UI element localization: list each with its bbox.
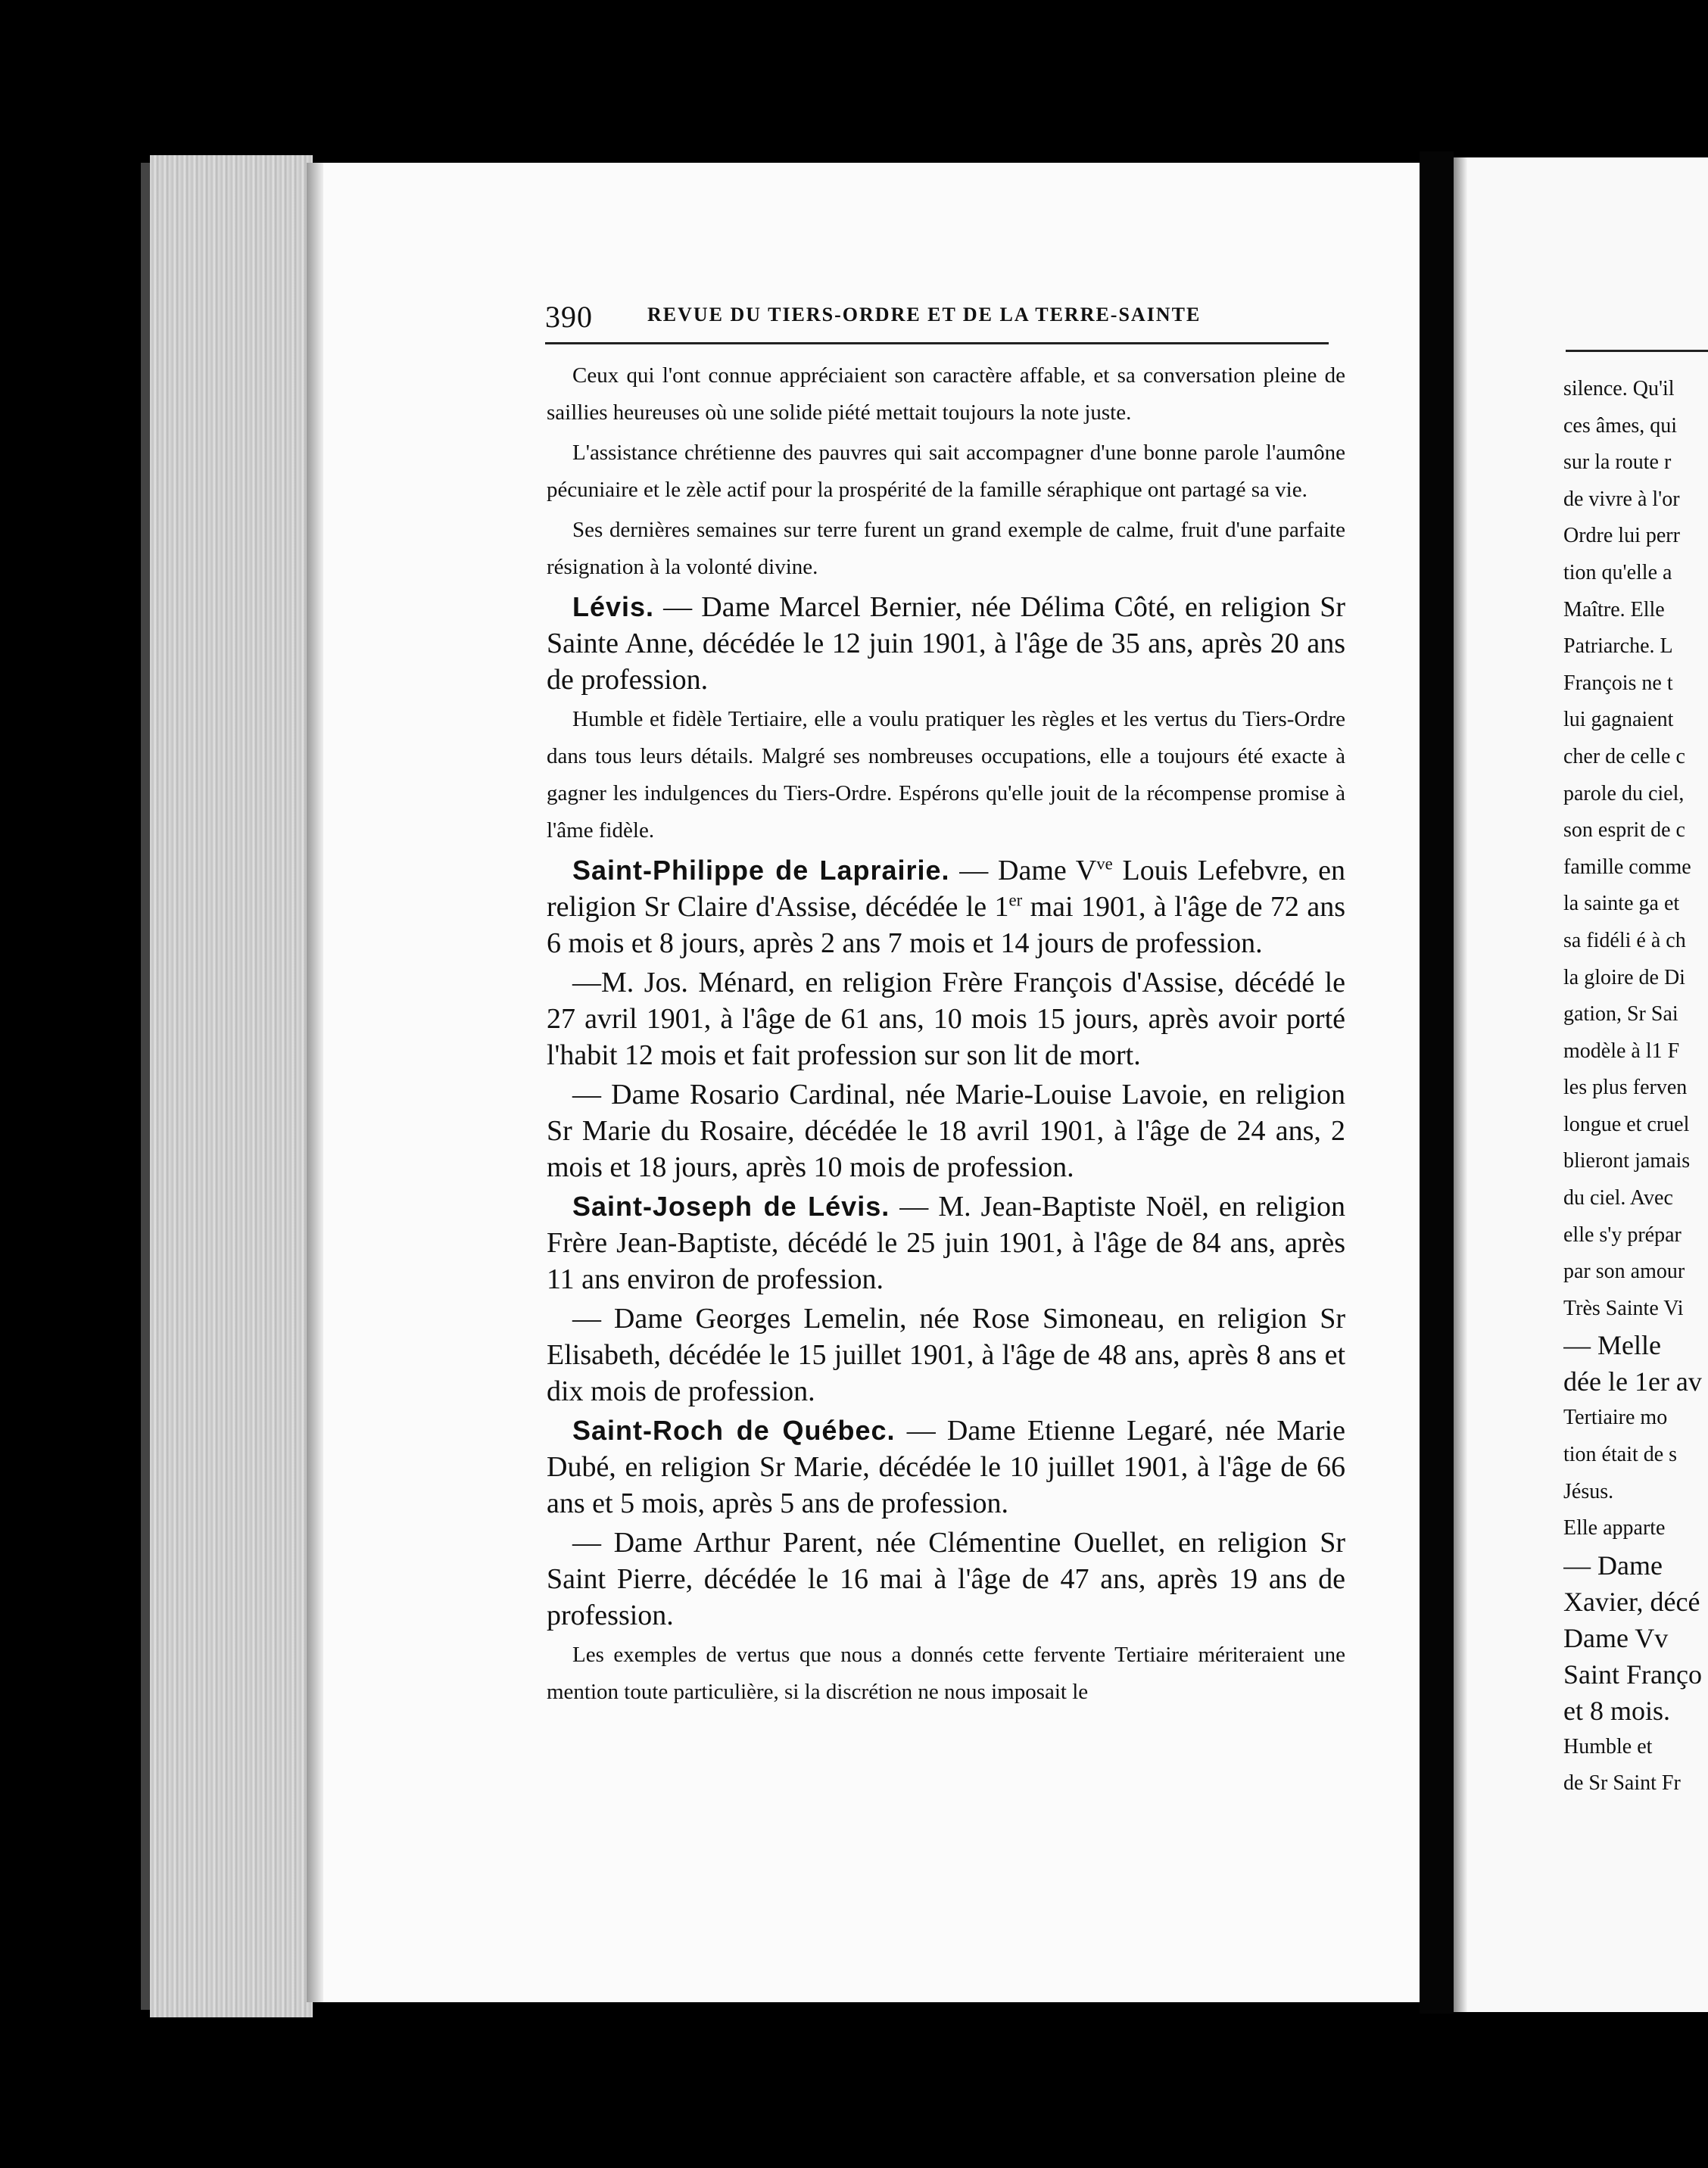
right-page-line: modèle à l1 F: [1563, 1039, 1680, 1063]
paragraph: [547, 1076, 1345, 1185]
paragraph: [547, 589, 1345, 698]
right-page-line: sur la route r: [1563, 450, 1672, 475]
header-rule: [545, 342, 1329, 344]
running-title: REVUE DU TIERS-ORDRE ET DE LA TERRE-SAINTE: [647, 304, 1202, 326]
page-number: 390: [545, 300, 593, 334]
paragraph: [547, 852, 1345, 961]
right-page-line: blieront jamais: [1563, 1149, 1691, 1173]
paragraph-text: — M. Jean-Baptiste Noël, en religion Frère Jean-Baptiste, décédé le 25 juin 1901, à l'âge de 84 ans, après 11 ans environ de profession.: [547, 1191, 1345, 1295]
right-page-line: silence. Qu'il: [1563, 377, 1675, 400]
right-page-line: tion qu'elle a: [1563, 560, 1672, 584]
right-page-line: Humble et: [1563, 1734, 1653, 1758]
paragraph: [547, 1413, 1345, 1522]
right-page-line: Patriarche. L: [1563, 634, 1673, 659]
right-page-line: Jésus.: [1563, 1479, 1614, 1503]
page-header: [545, 299, 1325, 344]
paragraph-text: Ceux qui l'ont connue appréciaient son caractère affable, et sa conversation pleine de saillies heureuses où une solide piété mettait toujours la note juste.: [547, 363, 1345, 425]
place-name: Lévis.: [572, 591, 655, 622]
paragraph: [547, 357, 1345, 431]
place-name: Saint-Joseph de Lévis.: [572, 1191, 890, 1222]
right-page-line: longue et cruel: [1563, 1112, 1690, 1136]
place-name: Saint-Philippe de Laprairie.: [572, 855, 950, 886]
place-name: Saint-Roch de Québec.: [572, 1415, 896, 1446]
right-page-line: Tertiaire mo: [1563, 1406, 1668, 1430]
right-page-line: Maître. Elle: [1563, 597, 1665, 621]
right-page-line: son esprit de c: [1563, 818, 1685, 843]
paragraph-text: L'assistance chrétienne des pauvres qui sait accompagner d'une bonne parole l'aumône pécuniaire et le zèle actif pour la prospérité de la famille séraphique ont partagé sa vie.: [547, 441, 1345, 502]
right-page-line: par son amour: [1563, 1260, 1685, 1284]
paragraph-text: mai 1901, à l'âge de 72 ans 6 mois et 8 jours, après 2 ans 7 mois et 14 jours de profession.: [547, 891, 1345, 959]
paragraph-text: Les exemples de vertus que nous a donnés cette fervente Tertiaire mériteraient une mention toute particulière, si la discrétion ne nous imposait le: [547, 1643, 1345, 1704]
right-page-line: ces âmes, qui: [1563, 413, 1678, 438]
right-page-shadow: [1454, 157, 1467, 2012]
right-page-line: sa fidéli é à ch: [1563, 928, 1686, 952]
right-page-line: du ciel. Avec: [1563, 1186, 1673, 1210]
paragraph: [547, 435, 1345, 509]
paragraph-text: —M. Jos. Ménard, en religion Frère François d'Assise, décédé le 27 avril 1901, à l'âge de 61 ans, 10 mois 15 jours, après avoir porté l'habit 12 mois et fait profession sur son lit de mort.: [547, 967, 1345, 1071]
right-page-line: de Sr Saint Fr: [1563, 1771, 1681, 1796]
left-page-body: [547, 357, 1345, 1711]
right-page-line: Elle apparte: [1563, 1516, 1666, 1540]
paragraph: [547, 1637, 1345, 1711]
paragraph-text: Humble et fidèle Tertiaire, elle a voulu pratiquer les règles et les vertus du Tiers-Ordre dans tous leurs détails. Malgré ses nombreuses occupations, elle a toujours été exacte à gagner les indulgences du Tiers-Ordre. Espérons qu'elle jouit de la récompense promise à l'âme fidèle.: [547, 707, 1345, 843]
right-page-line: dée le 1er av: [1563, 1366, 1702, 1397]
right-page-line: tion était de s: [1563, 1443, 1678, 1467]
paragraph-text: — Dame Rosario Cardinal, née Marie-Louise Lavoie, en religion Sr Marie du Rosaire, décédée le 18 avril 1901, à l'âge de 24 ans, 2 mois et 18 jours, après 10 mois de profession.: [547, 1079, 1345, 1183]
right-page-line: la gloire de Di: [1563, 965, 1685, 989]
right-page-line: Ordre lui perr: [1563, 524, 1680, 548]
paragraph: [547, 964, 1345, 1073]
paragraph-text: Louis Lefebvre, en religion Sr Claire d'Assise, décédée le 1: [547, 855, 1345, 923]
right-page-line: Très Sainte Vi: [1563, 1296, 1684, 1320]
right-page-line: Xavier, décé: [1563, 1586, 1700, 1617]
right-page-line: et 8 mois.: [1563, 1695, 1670, 1726]
right-page-line: elle s'y prépar: [1563, 1223, 1682, 1247]
paragraph-text: — Dame Etienne Legaré, née Marie Dubé, en religion Sr Marie, décédée le 10 juillet 1901, à l'âge de 66 ans et 5 mois, après 5 ans de profession.: [547, 1415, 1345, 1519]
paragraph-text: — Dame Arthur Parent, née Clémentine Ouellet, en religion Sr Saint Pierre, décédée le 16 mai à l'âge de 47 ans, après 19 ans de profession.: [547, 1527, 1345, 1631]
right-page-line: parole du ciel,: [1563, 781, 1685, 805]
page-edges: [150, 155, 313, 2017]
paragraph: [547, 701, 1345, 849]
book-gutter: [1420, 151, 1454, 2014]
superscript: er: [1008, 890, 1023, 910]
paragraph: [547, 1525, 1345, 1634]
right-page-line: famille comme: [1563, 855, 1691, 879]
right-page-line: cher de celle c: [1563, 744, 1685, 768]
right-page-line: — Dame: [1563, 1550, 1663, 1581]
right-page-line: gation, Sr Sai: [1563, 1002, 1678, 1026]
paragraph-text: Ses dernières semaines sur terre furent un grand exemple de calme, fruit d'une parfaite résignation à la volonté divine.: [547, 518, 1345, 579]
paragraph-text: — Dame Marcel Bernier, née Délima Côté, en religion Sr Sainte Anne, décédée le 12 juin 1901, à l'âge de 35 ans, après 20 ans de profession.: [547, 591, 1345, 696]
right-page-line: de vivre à l'or: [1563, 487, 1680, 511]
right-header-rule: [1566, 350, 1708, 352]
right-page-line: Dame Vv: [1563, 1622, 1669, 1653]
right-page-line: la sainte ga et: [1563, 892, 1680, 916]
paragraph: [547, 1188, 1345, 1297]
paragraph: [547, 512, 1345, 586]
right-page-line: Saint Franço: [1563, 1659, 1702, 1690]
paragraph: [547, 1300, 1345, 1410]
paragraph-text: — Dame V: [949, 855, 1097, 886]
right-page-line: François ne t: [1563, 671, 1673, 695]
right-page-line: — Melle: [1563, 1330, 1661, 1361]
left-page-edge: [307, 163, 323, 2002]
superscript: ve: [1096, 854, 1113, 874]
right-page-line: lui gagnaient: [1563, 708, 1674, 732]
right-page-body: [1563, 371, 1708, 1802]
right-page-line: les plus ferven: [1563, 1076, 1688, 1100]
paragraph-text: — Dame Georges Lemelin, née Rose Simoneau, en religion Sr Elisabeth, décédée le 15 juillet 1901, à l'âge de 48 ans, après 8 ans et dix mois de profession.: [547, 1303, 1345, 1407]
